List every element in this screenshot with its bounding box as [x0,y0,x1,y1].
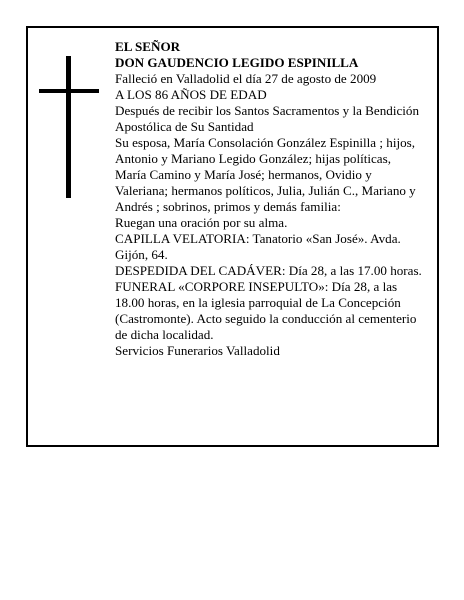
family-list: Su esposa, María Consolación González Espinilla ; hijos, Antonio y Mariano Legido González; hijas políticas, María Camino y María José; hermanos, Ovidio y Valeriana; hermanos políticos, Julia, Julián C., Mariano y Andrés ; sobrinos, primos y demás familia: [115,135,416,214]
obituary-text [115,39,425,359]
chapel-info: CAPILLA VELATORIA: Tanatorio «San José». Avda. Gijón, 64. [115,231,401,262]
prayer-request: Ruegan una oración por su alma. [115,215,288,230]
death-statement: Falleció en Valladolid el día 27 de agosto de 2009 [115,71,377,86]
obituary-notice [26,26,439,447]
funeral-services: Servicios Funerarios Valladolid [115,343,280,358]
age-statement: A LOS 86 AÑOS DE EDAD [115,87,267,102]
deceased-name: DON GAUDENCIO LEGIDO ESPINILLA [115,55,359,70]
obituary-title: EL SEÑOR [115,39,181,54]
cross-icon [39,56,99,198]
funeral-info: FUNERAL «CORPORE INSEPULTO»: Día 28, a las 18.00 horas, en la iglesia parroquial de La Concepción (Castromonte). Acto seguido la conducción al cementerio de dicha localidad. [115,279,417,342]
farewell-info: DESPEDIDA DEL CADÁVER: Día 28, a las 17.00 horas. [115,263,422,278]
sacraments-statement: Después de recibir los Santos Sacramentos y la Bendición Apostólica de Su Santidad [115,103,419,134]
